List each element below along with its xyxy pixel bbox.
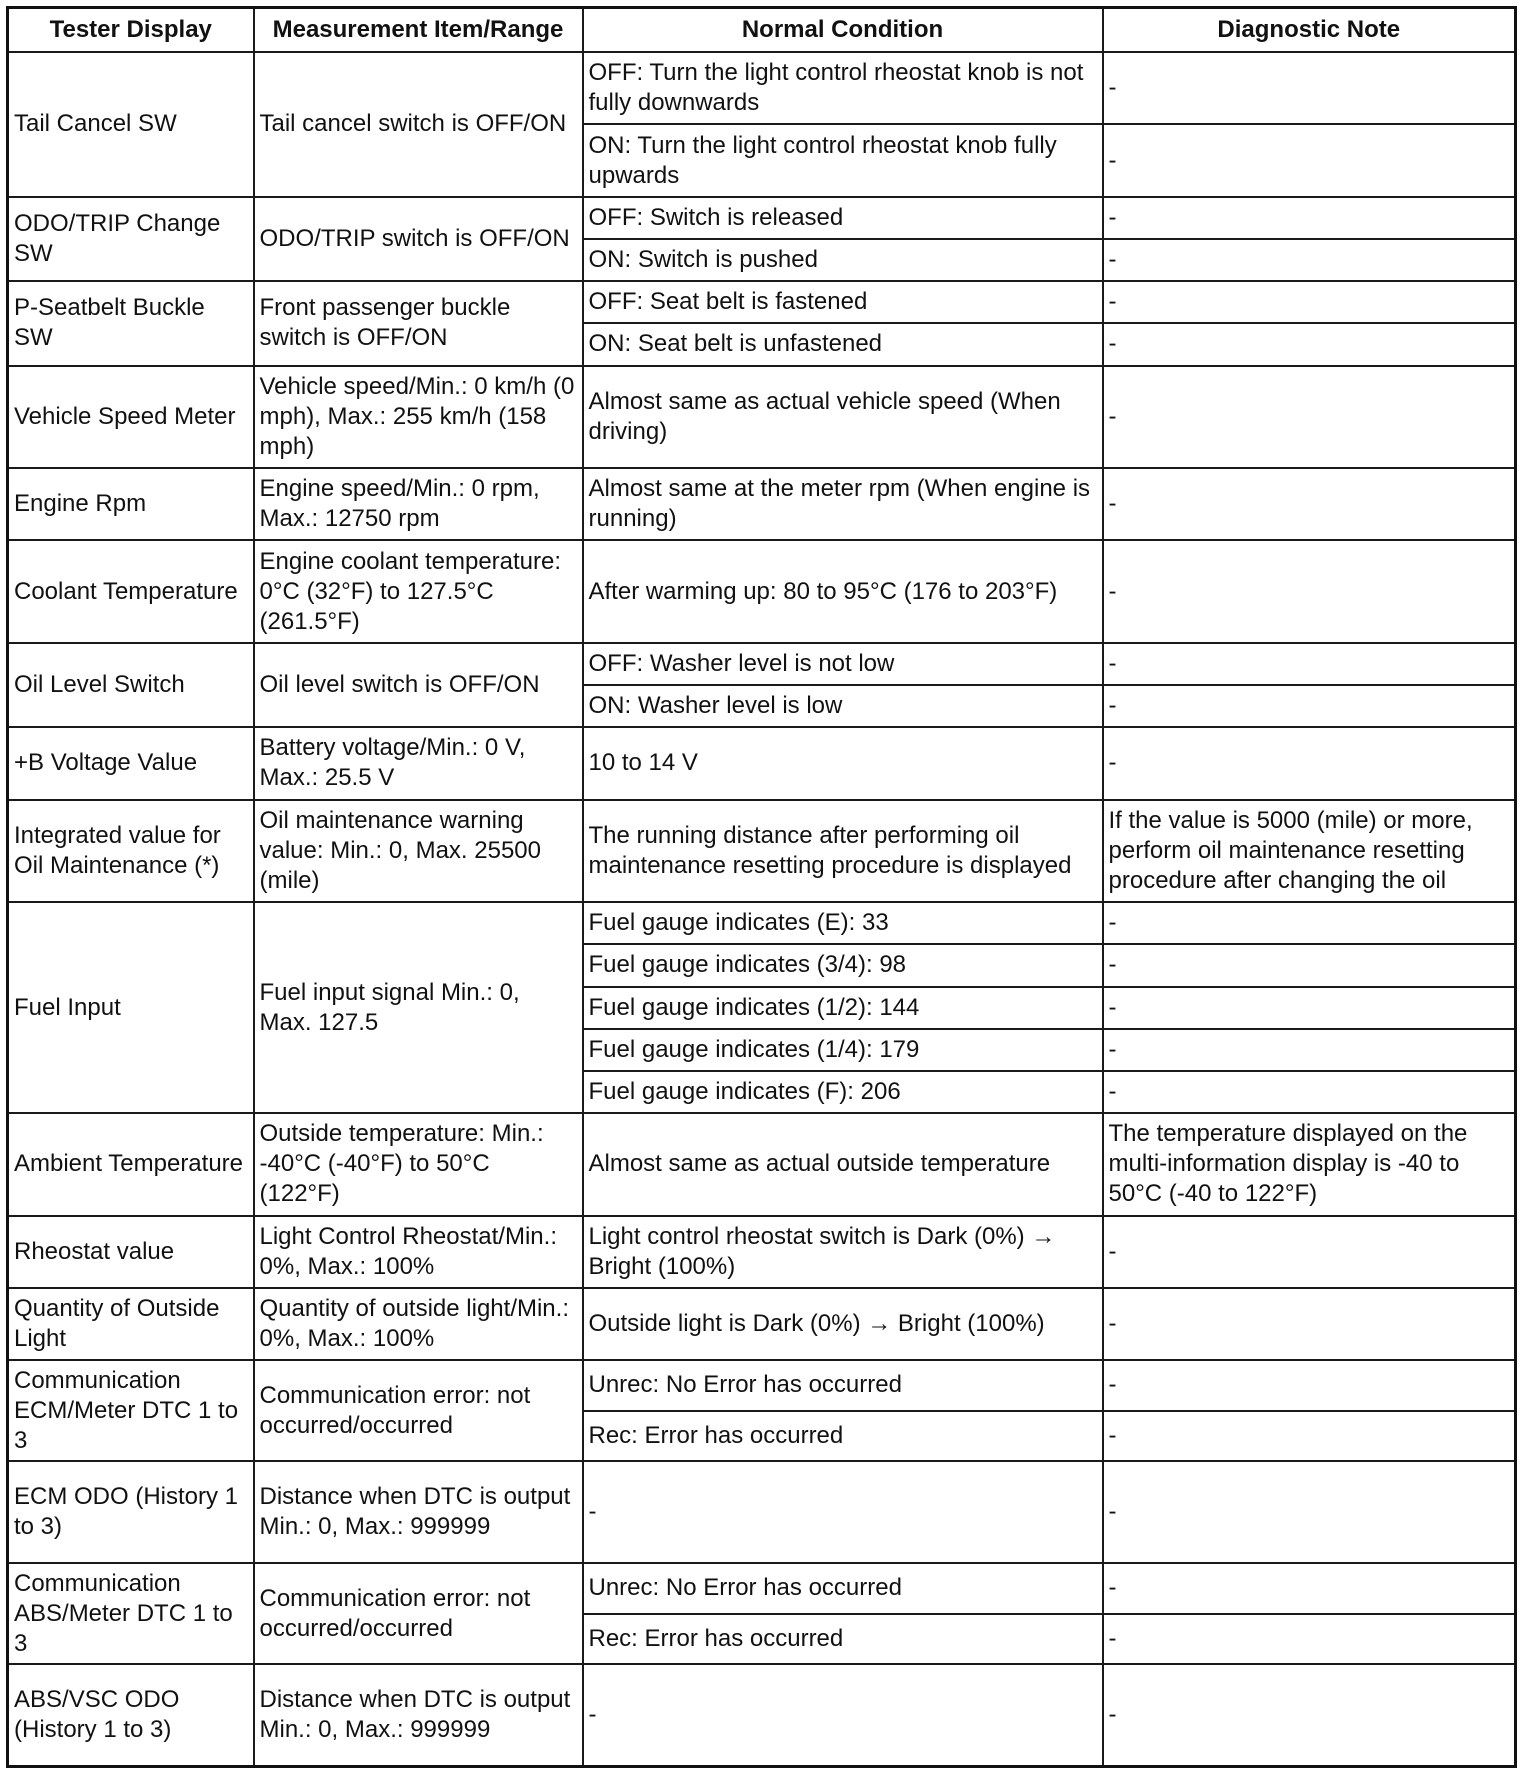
tester-display-cell: ODO/TRIP Change SW: [8, 197, 254, 281]
col-header-measurement-range: Measurement Item/Range: [254, 8, 583, 53]
measurement-range-cell: Communication error: not occurred/occurred: [254, 1563, 583, 1663]
table-row: [8, 1216, 1516, 1288]
header-row: [8, 8, 1516, 53]
measurement-range-cell: Vehicle speed/Min.: 0 km/h (0 mph), Max.: 255 km/h (158 mph): [254, 366, 583, 469]
tester-display-cell: Tail Cancel SW: [8, 52, 254, 197]
measurement-range-cell: Engine speed/Min.: 0 rpm, Max.: 12750 rpm: [254, 468, 583, 540]
normal-condition-cell: After warming up: 80 to 95°C (176 to 203°F): [583, 540, 1103, 643]
measurement-range-cell: Oil level switch is OFF/ON: [254, 643, 583, 727]
diagnostic-note-cell: -: [1103, 1664, 1516, 1767]
normal-condition-cell: Fuel gauge indicates (E): 33: [583, 902, 1103, 944]
col-header-tester-display: Tester Display: [8, 8, 254, 53]
diagnostic-note-cell: -: [1103, 540, 1516, 643]
diagnostic-note-cell: -: [1103, 197, 1516, 239]
measurement-range-cell: Battery voltage/Min.: 0 V, Max.: 25.5 V: [254, 727, 583, 799]
diagnostic-note-cell: -: [1103, 1288, 1516, 1360]
table-row: [8, 52, 1516, 124]
tester-display-cell: Ambient Temperature: [8, 1113, 254, 1216]
measurement-range-cell: Engine coolant temperature: 0°C (32°F) to 127.5°C (261.5°F): [254, 540, 583, 643]
table-row: [8, 281, 1516, 323]
normal-condition-cell: ON: Washer level is low: [583, 685, 1103, 727]
diagnostic-note-cell: -: [1103, 1071, 1516, 1113]
diagnostic-note-cell: -: [1103, 1614, 1516, 1664]
normal-condition-cell: ON: Turn the light control rheostat knob fully upwards: [583, 124, 1103, 196]
tester-display-cell: P-Seatbelt Buckle SW: [8, 281, 254, 365]
measurement-range-cell: Light Control Rheostat/Min.: 0%, Max.: 100%: [254, 1216, 583, 1288]
normal-condition-cell: Almost same as actual outside temperature: [583, 1113, 1103, 1216]
tester-display-cell: Vehicle Speed Meter: [8, 366, 254, 469]
table-row: [8, 1664, 1516, 1767]
data-list-table: [6, 6, 1517, 1768]
diagnostic-note-cell: -: [1103, 468, 1516, 540]
data-list-sheet: [6, 6, 1514, 1768]
normal-condition-cell: Unrec: No Error has occurred: [583, 1360, 1103, 1410]
diagnostic-note-cell: -: [1103, 1461, 1516, 1564]
measurement-range-cell: Front passenger buckle switch is OFF/ON: [254, 281, 583, 365]
measurement-range-cell: Outside temperature: Min.: -40°C (-40°F) to 50°C (122°F): [254, 1113, 583, 1216]
diagnostic-note-cell: -: [1103, 366, 1516, 469]
diagnostic-note-cell: -: [1103, 727, 1516, 799]
table-row: [8, 197, 1516, 239]
normal-condition-cell: Outside light is Dark (0%) → Bright (100%): [583, 1288, 1103, 1360]
diagnostic-note-cell: -: [1103, 323, 1516, 365]
tester-display-cell: Quantity of Outside Light: [8, 1288, 254, 1360]
diagnostic-note-cell: -: [1103, 52, 1516, 124]
normal-condition-cell: Fuel gauge indicates (1/4): 179: [583, 1029, 1103, 1071]
table-row: [8, 1461, 1516, 1564]
diagnostic-note-cell: -: [1103, 902, 1516, 944]
normal-condition-cell: Rec: Error has occurred: [583, 1411, 1103, 1461]
normal-condition-cell: OFF: Seat belt is fastened: [583, 281, 1103, 323]
diagnostic-note-cell: -: [1103, 987, 1516, 1029]
measurement-range-cell: ODO/TRIP switch is OFF/ON: [254, 197, 583, 281]
diagnostic-note-cell: -: [1103, 1411, 1516, 1461]
normal-condition-cell: Light control rheostat switch is Dark (0%) → Bright (100%): [583, 1216, 1103, 1288]
normal-condition-cell: OFF: Switch is released: [583, 197, 1103, 239]
tester-display-cell: Communication ECM/Meter DTC 1 to 3: [8, 1360, 254, 1460]
normal-condition-cell: OFF: Turn the light control rheostat knob is not fully downwards: [583, 52, 1103, 124]
diagnostic-note-cell: -: [1103, 944, 1516, 986]
tester-display-cell: +B Voltage Value: [8, 727, 254, 799]
normal-condition-cell: Fuel gauge indicates (F): 206: [583, 1071, 1103, 1113]
measurement-range-cell: Fuel input signal Min.: 0, Max. 127.5: [254, 902, 583, 1113]
normal-condition-cell: Unrec: No Error has occurred: [583, 1563, 1103, 1613]
col-header-normal-condition: Normal Condition: [583, 8, 1103, 53]
normal-condition-cell: Almost same as actual vehicle speed (When driving): [583, 366, 1103, 469]
normal-condition-cell: -: [583, 1461, 1103, 1564]
table-row: [8, 800, 1516, 903]
normal-condition-cell: Fuel gauge indicates (3/4): 98: [583, 944, 1103, 986]
table-row: [8, 643, 1516, 685]
diagnostic-note-cell: The temperature displayed on the multi-information display is -40 to 50°C (-40 to 122°F): [1103, 1113, 1516, 1216]
table-row: [8, 540, 1516, 643]
diagnostic-note-cell: -: [1103, 124, 1516, 196]
normal-condition-cell: The running distance after performing oil maintenance resetting procedure is displayed: [583, 800, 1103, 903]
tester-display-cell: Engine Rpm: [8, 468, 254, 540]
diagnostic-note-cell: -: [1103, 281, 1516, 323]
table-row: [8, 727, 1516, 799]
table-row: [8, 1563, 1516, 1613]
measurement-range-cell: Distance when DTC is output Min.: 0, Max.: 999999: [254, 1461, 583, 1564]
tester-display-cell: Oil Level Switch: [8, 643, 254, 727]
normal-condition-cell: ON: Seat belt is unfastened: [583, 323, 1103, 365]
diagnostic-note-cell: -: [1103, 1563, 1516, 1613]
normal-condition-cell: Almost same at the meter rpm (When engine is running): [583, 468, 1103, 540]
diagnostic-note-cell: -: [1103, 1216, 1516, 1288]
table-row: [8, 1113, 1516, 1216]
measurement-range-cell: Tail cancel switch is OFF/ON: [254, 52, 583, 197]
tester-display-cell: Communication ABS/Meter DTC 1 to 3: [8, 1563, 254, 1663]
tester-display-cell: Rheostat value: [8, 1216, 254, 1288]
table-row: [8, 1288, 1516, 1360]
measurement-range-cell: Quantity of outside light/Min.: 0%, Max.: 100%: [254, 1288, 583, 1360]
normal-condition-cell: ON: Switch is pushed: [583, 239, 1103, 281]
diagnostic-note-cell: -: [1103, 643, 1516, 685]
normal-condition-cell: Rec: Error has occurred: [583, 1614, 1103, 1664]
table-row: [8, 468, 1516, 540]
normal-condition-cell: 10 to 14 V: [583, 727, 1103, 799]
table-row: [8, 902, 1516, 944]
table-row: [8, 366, 1516, 469]
tester-display-cell: Integrated value for Oil Maintenance (*): [8, 800, 254, 903]
tester-display-cell: ABS/VSC ODO (History 1 to 3): [8, 1664, 254, 1767]
diagnostic-note-cell: -: [1103, 239, 1516, 281]
diagnostic-note-cell: -: [1103, 1029, 1516, 1071]
measurement-range-cell: Distance when DTC is output Min.: 0, Max.: 999999: [254, 1664, 583, 1767]
tester-display-cell: ECM ODO (History 1 to 3): [8, 1461, 254, 1564]
diagnostic-note-cell: -: [1103, 1360, 1516, 1410]
diagnostic-note-cell: -: [1103, 685, 1516, 727]
tester-display-cell: Fuel Input: [8, 902, 254, 1113]
table-row: [8, 1360, 1516, 1410]
tester-display-cell: Coolant Temperature: [8, 540, 254, 643]
diagnostic-note-cell: If the value is 5000 (mile) or more, perform oil maintenance resetting procedure after changing the oil: [1103, 800, 1516, 903]
measurement-range-cell: Communication error: not occurred/occurred: [254, 1360, 583, 1460]
measurement-range-cell: Oil maintenance warning value: Min.: 0, Max. 25500 (mile): [254, 800, 583, 903]
normal-condition-cell: Fuel gauge indicates (1/2): 144: [583, 987, 1103, 1029]
table-body: [8, 52, 1516, 1767]
normal-condition-cell: -: [583, 1664, 1103, 1767]
col-header-diagnostic-note: Diagnostic Note: [1103, 8, 1516, 53]
normal-condition-cell: OFF: Washer level is not low: [583, 643, 1103, 685]
